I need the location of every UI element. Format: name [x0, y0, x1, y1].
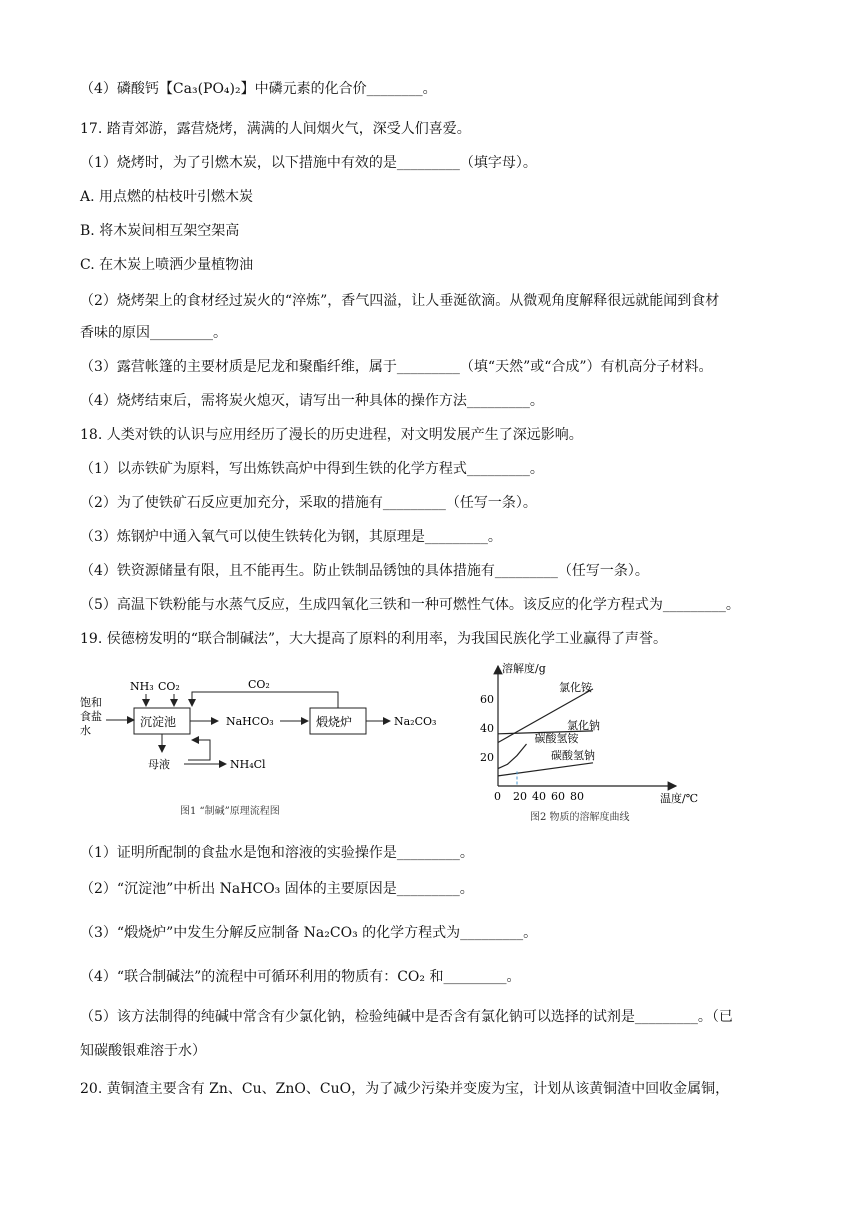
q17-part3: （3）露营帐篷的主要材质是尼龙和聚酯纤维，属于_________（填“天然”或“合成”）有机高分子材料。 — [80, 359, 713, 375]
fig2-xtick-40: 40 — [532, 790, 546, 803]
q18-stem: 18. 人类对铁的认识与应用经历了漫长的历史进程，对文明发展产生了深远影响。 — [80, 427, 583, 443]
fig1-input-2: 食盐 — [80, 710, 102, 723]
fig2-label-nahco3: 碳酸氢钠 — [551, 748, 595, 762]
q17-part2-cont: 香味的原因_________。 — [80, 325, 227, 341]
q18-part3: （3）炼钢炉中通入氧气可以使生铁转化为钢，其原理是_________。 — [80, 529, 502, 545]
q20-stem: 20. 黄铜渣主要含有 Zn、Cu、ZnO、CuO，为了减少污染并变废为宝，计划从该黄铜渣中回收金属铜， — [80, 1081, 730, 1097]
q17-part1: （1）烧烤时，为了引燃木炭，以下措施中有效的是_________（填字母）。 — [80, 155, 537, 171]
fig1-nh3: NH₃ — [130, 680, 154, 693]
fig2-xtick-20: 20 — [513, 790, 527, 803]
fig1-pool: 沉淀池 — [140, 715, 177, 729]
q18-part2: （2）为了使铁矿石反应更加充分，采取的措施有_________（任写一条）。 — [80, 495, 537, 511]
fig1-caption: 图1 “制碱”原理流程图 — [180, 806, 280, 817]
q18-part4: （4）铁资源储量有限，且不能再生。防止铁制品锈蚀的具体措施有_________（任写一条）。 — [80, 563, 649, 579]
q17-part4: （4）烧烤结束后，需将炭火熄灭，请写出一种具体的操作方法_________。 — [80, 393, 544, 409]
q18-part1: （1）以赤铁矿为原料，写出炼铁高炉中得到生铁的化学方程式_________。 — [80, 461, 544, 477]
q19-part5-cont: 知碳酸银难溶于水） — [80, 1043, 206, 1059]
fig1-nh4cl: NH₄Cl — [230, 758, 266, 771]
fig1-co2-loop: CO₂ — [248, 678, 270, 691]
fig2-xtick-0: 0 — [494, 790, 501, 803]
fig1-na2co3: Na₂CO₃ — [394, 715, 437, 728]
fig1-nahco3: NaHCO₃ — [226, 715, 274, 728]
fig2-xlabel: 温度/℃ — [660, 792, 699, 805]
figure-1-flowchart — [76, 662, 456, 822]
q17-option-b: B. 将木炭间相互架空架高 — [80, 223, 240, 239]
figure-2-solubility-chart — [470, 660, 730, 824]
fig2-ytick-20: 20 — [480, 751, 494, 764]
q19-part1: （1）证明所配制的食盐水是饱和溶液的实验操作是_________。 — [80, 845, 474, 861]
q18-part5: （5）高温下铁粉能与水蒸气反应，生成四氧化三铁和一种可燃性气体。该反应的化学方程式为_________。 — [80, 597, 740, 613]
q19-part3: （3）“煅烧炉”中发生分解反应制备 Na₂CO₃ 的化学方程式为_________。 — [80, 925, 538, 941]
fig2-label-nacl: 氯化钠 — [567, 718, 600, 732]
fig2-xtick-80: 80 — [570, 790, 584, 803]
fig1-co2-in: CO₂ — [158, 680, 180, 693]
fig2-xtick-60: 60 — [551, 790, 565, 803]
q19-part2: （2）“沉淀池”中析出 NaHCO₃ 固体的主要原因是_________。 — [80, 881, 474, 897]
fig1-mother: 母液 — [148, 758, 170, 771]
q17-stem: 17. 踏青郊游，露营烧烤，满满的人间烟火气，深受人们喜爱。 — [80, 121, 471, 137]
fig2-ytick-40: 40 — [480, 722, 494, 735]
fig2-caption: 图2 物质的溶解度曲线 — [530, 812, 630, 823]
q19-part5: （5）该方法制得的纯碱中常含有少氯化钠，检验纯碱中是否含有氯化钠可以选择的试剂是_________。（已 — [80, 1009, 733, 1025]
q17-part2: （2）烧烤架上的食材经过炭火的“淬炼”，香气四溢，让人垂涎欲滴。从微观角度解释很远就能闻到食材 — [80, 293, 720, 309]
fig1-input-3: 水 — [80, 724, 91, 737]
fig2-ylabel: 溶解度/g — [502, 662, 546, 675]
q16-part4: （4）磷酸钙【Ca₃(PO₄)₂】中磷元素的化合价________。 — [80, 81, 437, 97]
fig2-label-nh4hco3: 碳酸氢铵 — [534, 731, 579, 745]
fig2-series-nahco3 — [498, 763, 593, 776]
fig1-furnace: 煅烧炉 — [316, 715, 353, 729]
q17-option-a: A. 用点燃的枯枝叶引燃木炭 — [80, 189, 254, 205]
q19-stem: 19. 侯德榜发明的“联合制碱法”，大大提高了原料的利用率，为我国民族化学工业赢得了声誉。 — [80, 631, 668, 647]
q19-part4: （4）“联合制碱法”的流程中可循环利用的物质有：CO₂ 和_________。 — [80, 969, 521, 985]
fig2-series-nh4hco3 — [498, 744, 527, 769]
q17-option-c: C. 在木炭上喷洒少量植物油 — [80, 257, 254, 273]
fig2-ytick-60: 60 — [480, 693, 494, 706]
fig2-label-nh4cl: 氯化铵 — [559, 680, 592, 694]
fig1-input-1: 饱和 — [80, 696, 102, 709]
